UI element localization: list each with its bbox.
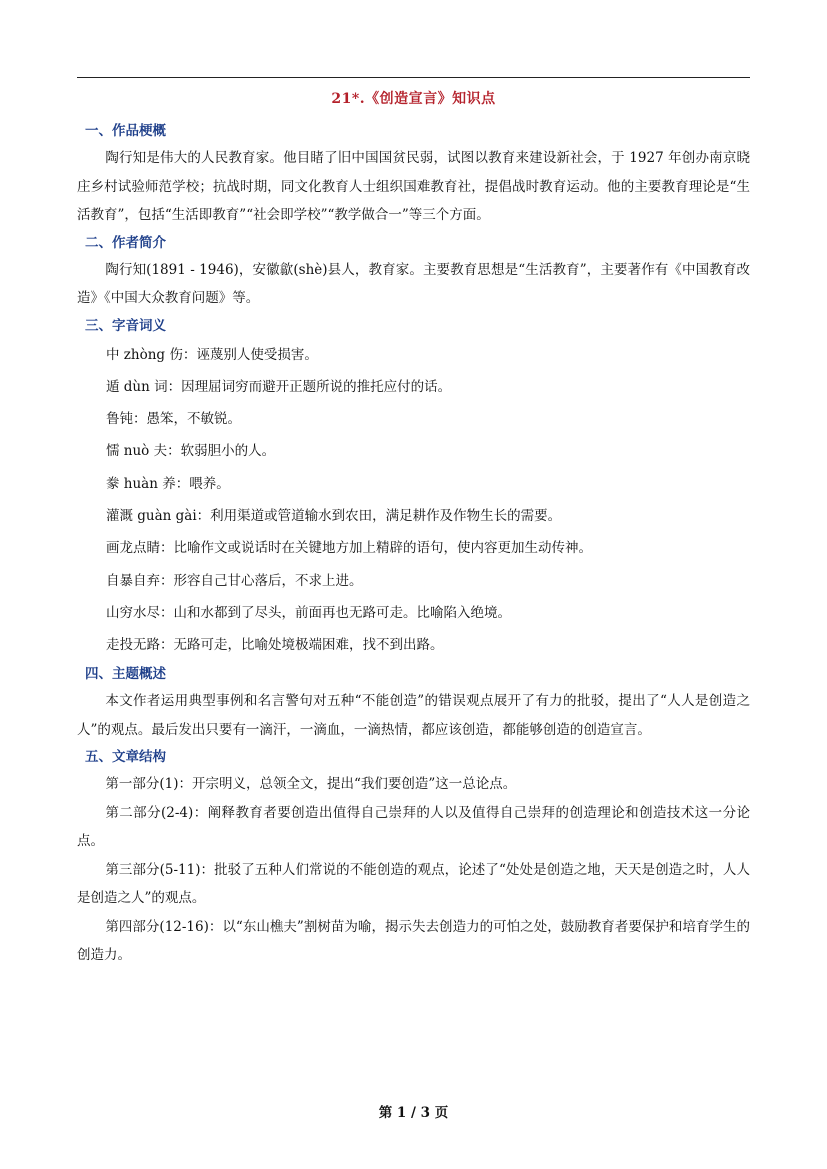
structure-part: 第一部分(1)：开宗明义，总领全文，提出“我们要创造”这一总论点。 [105, 776, 517, 793]
page-number: 第 1 / 3 页 [378, 1105, 449, 1121]
vocab-item: 遁 dùn 词：因理屈词穷而避开正题所说的推托应付的话。 [106, 378, 452, 395]
section-heading-synopsis: 一、作品梗概 [85, 123, 166, 139]
vocab-item: 山穷水尽：山和水都到了尽头，前面再也无路可走。比喻陷入绝境。 [106, 604, 511, 621]
section-heading-author: 二、作者简介 [85, 234, 166, 251]
section-heading-theme: 四、主题概述 [85, 666, 166, 683]
theme-paragraph: 本文作者运用典型事例和名言警句对五种“不能创造”的错误观点展开了有力的批驳，提出了“人人是创造之人”的观点。最后发出只要有一滴汗，一滴血，一滴热情，都应该创造，都能够创造的创造宣言。 [77, 693, 750, 738]
synopsis-paragraph: 陶行知是伟大的人民教育家。他目睹了旧中国国贫民弱，试图以教育来建设新社会，于 1927 年创办南京晓庄乡村试验师范学校；抗战时期，同文化教育人士组织国难教育社，提倡战时教育运动。他的主要教育理论是“生活教育”，包括“生活即教育”“社会即学校”“教学做合一”等三个方面。 [77, 150, 750, 223]
vocab-item: 画龙点睛：比喻作文或说话时在关键地方加上精辟的语句，使内容更加生动传神。 [106, 540, 592, 557]
section-heading-structure: 五、文章结构 [85, 749, 166, 766]
structure-part: 第四部分(12-16)：以“东山樵夫”割树苗为喻，揭示失去创造力的可怕之处，鼓励教育者要保护和培育学生的创造力。 [77, 918, 750, 964]
structure-part: 第二部分(2-4)：阐释教育者要创造出值得自己崇拜的人以及值得自己崇拜的创造理论和创造技术这一分论点。 [77, 804, 750, 850]
author-paragraph: 陶行知(1891 - 1946)，安徽歙(shè)县人，教育家。主要教育思想是“生活教育”，主要著作有《中国教育改造》《中国大众教育问题》等。 [77, 261, 750, 306]
vocab-item: 豢 huàn 养：喂养。 [106, 475, 230, 492]
page-title: 21*.《创造宣言》知识点 [331, 91, 496, 107]
structure-part: 第三部分(5-11)：批驳了五种人们常说的不能创造的观点，论述了“处处是创造之地，天天是创造之时，人人是创造之人”的观点。 [77, 861, 750, 907]
vocab-item: 懦 nuò 夫：软弱胆小的人。 [106, 443, 276, 460]
document-body [77, 118, 750, 970]
vocab-item: 鲁钝：愚笨，不敏锐。 [106, 411, 241, 428]
vocab-item: 走投无路：无路可走，比喻处境极端困难，找不到出路。 [106, 637, 444, 654]
header-rule [77, 77, 750, 78]
vocab-item: 自暴自弃：形容自己甘心落后，不求上进。 [106, 572, 363, 589]
vocab-item: 中 zhòng 伤：诬蔑别人使受损害。 [106, 346, 318, 363]
vocab-item: 灌溉 guàn gài：利用渠道或管道输水到农田，满足耕作及作物生长的需要。 [106, 507, 562, 524]
section-heading-vocabulary: 三、字音词义 [85, 317, 166, 334]
